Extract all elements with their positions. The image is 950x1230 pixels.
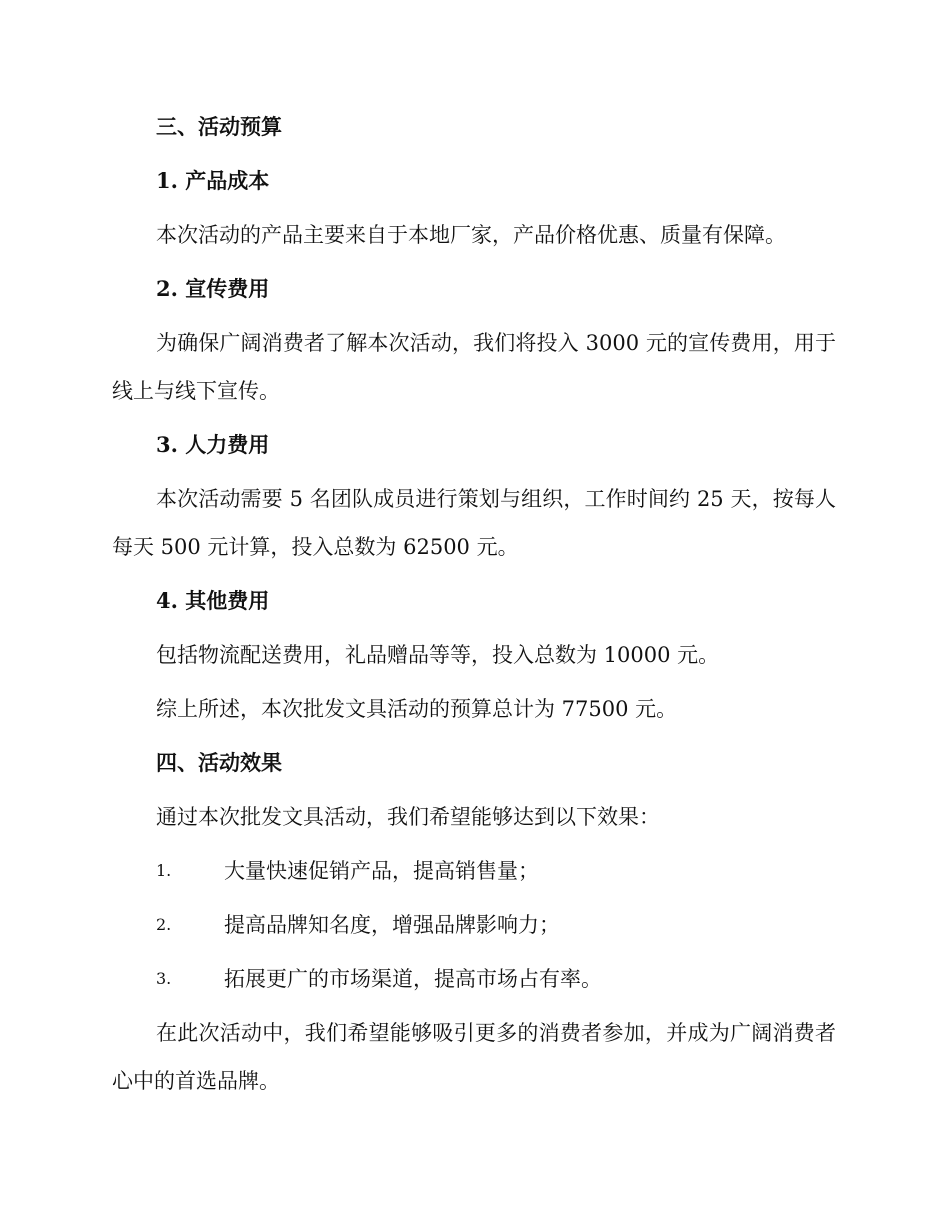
list-item-number: 1. <box>156 861 172 880</box>
list-item-number: 2. <box>156 915 172 934</box>
paragraph-effect-intro: 通过本次批发文具活动，我们希望能够达到以下效果： <box>156 805 660 829</box>
paragraph-labor-cost: 本次活动需要 5 名团队成员进行策划与组织，工作时间约 25 天，按每人每天 500 元计算，投入总数为 62500 元。 <box>112 487 836 559</box>
paragraph-other-cost: 包括物流配送费用，礼品赠品等等，投入总数为 10000 元。 <box>156 643 720 667</box>
paragraph-product-cost: 本次活动的产品主要来自于本地厂家，产品价格优惠、质量有保障。 <box>156 223 786 247</box>
paragraph-promo-cost: 为确保广阔消费者了解本次活动，我们将投入 3000 元的宣传费用，用于线上与线下宣传。 <box>112 331 836 403</box>
list-item-text: 提高品牌知名度，增强品牌影响力； <box>224 913 560 937</box>
list-item-number: 3. <box>156 969 172 988</box>
subheading-product-cost: 1. 产品成本 <box>156 168 270 193</box>
list-item <box>112 952 836 1006</box>
list-item-text: 大量快速促销产品，提高销售量； <box>224 859 539 883</box>
paragraph-closing: 在此次活动中，我们希望能够吸引更多的消费者参加，并成为广阔消费者心中的首选品牌。 <box>112 1021 836 1093</box>
section-heading-effect: 四、活动效果 <box>156 750 282 775</box>
section-heading-budget: 三、活动预算 <box>156 114 282 139</box>
subheading-promo-cost: 2. 宣传费用 <box>156 276 270 301</box>
subheading-other-cost: 4. 其他费用 <box>156 588 270 613</box>
subheading-labor-cost: 3. 人力费用 <box>156 432 270 457</box>
list-item <box>112 898 836 952</box>
paragraph-budget-summary: 综上所述，本次批发文具活动的预算总计为 77500 元。 <box>156 697 678 721</box>
list-item <box>112 844 836 898</box>
document-page <box>112 100 836 1108</box>
list-item-text: 拓展更广的市场渠道，提高市场占有率。 <box>224 967 602 991</box>
